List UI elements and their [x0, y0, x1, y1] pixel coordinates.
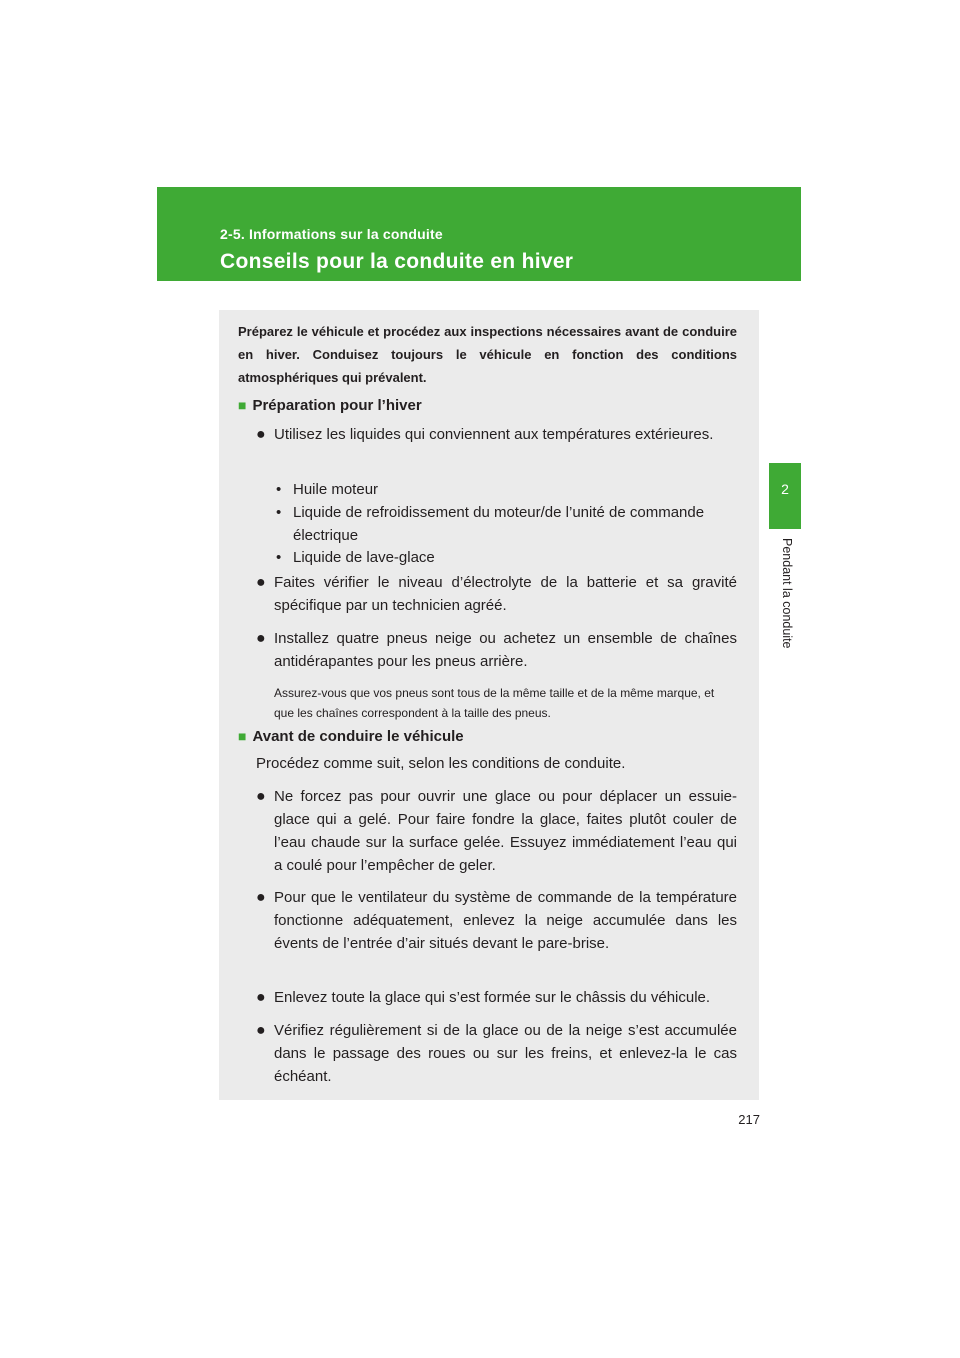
- sub-list-item: [276, 546, 737, 569]
- list-item-text: Enlevez toute la glace qui s’est formée sur le châssis du véhicule.: [274, 989, 711, 1006]
- bullet-icon: ●: [256, 989, 266, 1006]
- bullet-icon: ●: [256, 574, 266, 591]
- bullet-icon: ●: [256, 1022, 266, 1039]
- list-item-text: Utilisez les liquides qui conviennent aux températures extérieures.: [274, 426, 714, 443]
- bullet-icon: ●: [256, 630, 266, 647]
- list-item: [256, 1019, 737, 1088]
- section-lead-text: Procédez comme suit, selon les conditions de conduite.: [256, 755, 626, 772]
- list-item-text: Pour que le ventilateur du système de commande de la température fonctionne adéquatement, enlevez la neige accumulée dans les évents de l’entrée d’air situés devant le pare-brise.: [274, 889, 737, 952]
- sub-list-item-text: Huile moteur: [293, 481, 379, 498]
- list-item-text: Vérifiez régulièrement si de la glace ou de la neige s’est accumulée dans le passage des roues ou sur les freins, et enlevez-la le cas échéant.: [274, 1022, 737, 1085]
- list-item-text: Installez quatre pneus neige ou achetez un ensemble de chaînes antidérapantes pour les pneus arrière.: [274, 630, 737, 670]
- note-text: Assurez-vous que vos pneus sont tous de la même taille et de la même marque, et que les chaînes correspondent à la taille des pneus.: [274, 686, 715, 720]
- sub-bullet-icon: •: [276, 504, 282, 521]
- square-bullet-icon: ■: [238, 397, 247, 413]
- section-heading-before-driving: [238, 728, 464, 745]
- intro-paragraph: Préparez le véhicule et procédez aux inspections nécessaires avant de conduire en hiver. Conduisez toujours le véhicule en fonction des conditions atmosphériques qui prévalent.: [238, 324, 737, 385]
- square-bullet-icon: ■: [238, 728, 247, 744]
- page-title: Conseils pour la conduite en hiver: [220, 250, 574, 273]
- bullet-icon: ●: [256, 788, 266, 805]
- bullet-icon: ●: [256, 889, 266, 906]
- sub-list-item: [276, 478, 737, 501]
- list-item: [256, 627, 737, 673]
- list-item-text: Faites vérifier le niveau d’électrolyte de la batterie et sa gravité spécifique par un technicien agréé.: [274, 574, 737, 614]
- list-item: [256, 886, 737, 955]
- list-item: [256, 423, 737, 446]
- sub-list-item-text: Liquide de lave-glace: [293, 549, 435, 566]
- section-heading-text: Préparation pour l’hiver: [252, 397, 422, 414]
- list-item-text: Ne forcez pas pour ouvrir une glace ou pour déplacer un essuie-glace qui a gelé. Pour faire fondre la glace, faites plutôt couler de l’eau chaude sur la surface gelée. Essuyez immédiatement l’eau qui a coulé pour l’empêcher de geler.: [274, 788, 737, 874]
- chapter-label: Pendant la conduite: [780, 538, 794, 649]
- list-item: [256, 986, 737, 1009]
- sub-list-item-text: Liquide de refroidissement du moteur/de l’unité de commande électrique: [293, 504, 705, 544]
- section-label: 2-5. Informations sur la conduite: [220, 226, 443, 242]
- section-heading-text: Avant de conduire le véhicule: [252, 728, 464, 745]
- chapter-tab: [769, 463, 801, 529]
- sub-list-item: [276, 501, 737, 547]
- sub-bullet-icon: •: [276, 481, 282, 498]
- bullet-icon: ●: [256, 426, 266, 443]
- list-item: [256, 785, 737, 877]
- list-item: [256, 571, 737, 617]
- sub-bullet-icon: •: [276, 549, 282, 566]
- section-heading-preparation: [238, 397, 422, 414]
- page-number: 217: [738, 1112, 760, 1127]
- chapter-number: 2: [781, 481, 789, 497]
